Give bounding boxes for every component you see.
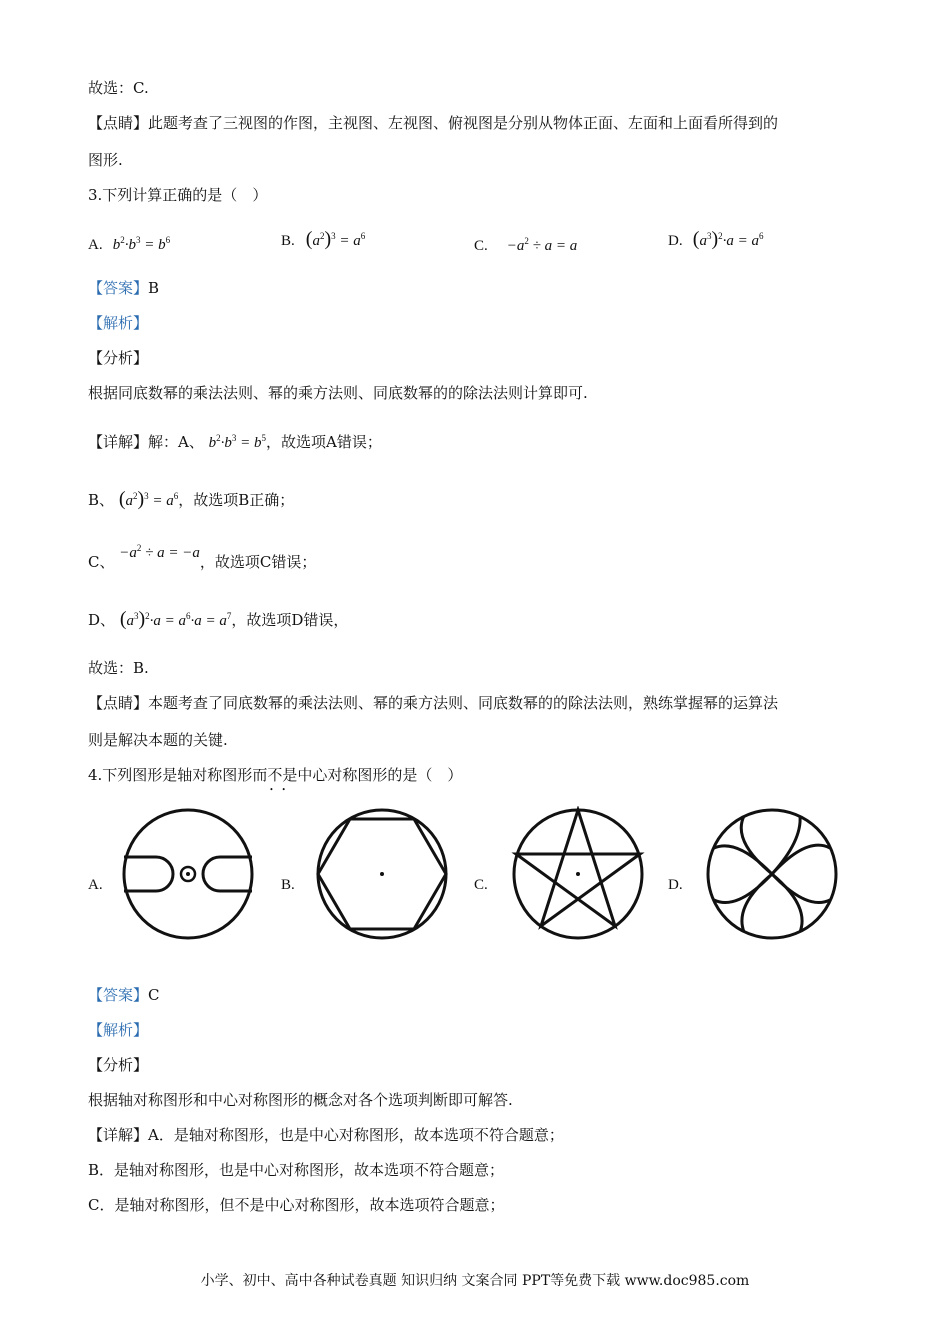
xiangjie-pre: C、 xyxy=(88,553,115,571)
q3-option-b xyxy=(281,226,365,251)
figure-b-hexagon-in-circle xyxy=(312,806,452,946)
math-expr: $-a^2 \div a = -a$ xyxy=(119,543,200,561)
q3-option-a xyxy=(88,230,170,255)
figure-d-petals-in-circle xyxy=(702,806,842,946)
math-expr: $b^2\cdot b^3 = b^6$ xyxy=(112,235,171,253)
q4-pre: 4.下列图形是轴对称图形而 xyxy=(88,766,268,784)
q4-emphasis: 不是 • • xyxy=(267,765,297,785)
fenxi-tag: 【分析】 xyxy=(88,349,149,367)
q4-post: 中心对称图形的是（ ） xyxy=(297,766,463,784)
fenxi-text: 根据同底数幂的乘法法则、幂的乘方法则、同底数幂的的除法法则计算即可. xyxy=(88,384,588,402)
figure-a-circle-with-slots xyxy=(120,806,260,946)
dianjing-text: 本题考查了同底数幂的乘法法则、幂的乘方法则、同底数幂的的除法法则，熟练掌握幂的运算法 xyxy=(148,694,779,712)
question-3: 3.下列计算正确的是（ ） xyxy=(88,186,268,204)
xiangjie-pre: B、 xyxy=(88,491,115,509)
xiangjie-pre: D、 xyxy=(88,611,116,629)
fig-label-d: D. xyxy=(668,877,683,893)
answer-4 xyxy=(88,985,160,1005)
xiangjie-b xyxy=(88,486,294,511)
answer-value: C xyxy=(148,986,160,1004)
xiangjie-tag: 【详解】 xyxy=(88,1126,149,1144)
fig-label-a: A. xyxy=(88,877,103,893)
fig-label-c: C. xyxy=(474,877,488,893)
answer-tag: 【答案】 xyxy=(88,279,149,297)
xiangjie-text: A．是轴对称图形，也是中心对称图形，故本选项不符合题意； xyxy=(148,1126,564,1144)
xiangjie-d xyxy=(88,606,348,631)
analysis-tag-4: 【解析】 xyxy=(88,1021,149,1039)
option-label: D. xyxy=(668,233,683,249)
xiangjie-pre: 解：A、 xyxy=(148,433,204,451)
answer-value: B xyxy=(148,279,160,297)
dianjing-tag: 【点睛】 xyxy=(88,114,149,132)
fenxi-text-4: 根据轴对称图形和中心对称图形的概念对各个选项判断即可解答. xyxy=(88,1091,513,1109)
xiangjie-4-c: C．是轴对称图形，但不是中心对称图形，故本选项符合题意； xyxy=(88,1196,505,1214)
fig-label-b: B. xyxy=(281,877,295,893)
option-label: C. xyxy=(474,238,488,254)
math-expr: $b^2\cdot b^3 = b^5$ xyxy=(208,433,267,451)
xiangjie-4-b: B．是轴对称图形，也是中心对称图形，故本选项不符合题意； xyxy=(88,1161,505,1179)
dianjing-line-cont: 图形. xyxy=(88,151,123,169)
answer-3 xyxy=(88,278,159,298)
math-expr: $(a^3)^2\cdot a = a^6$ xyxy=(692,228,764,250)
xiangjie-post: ，故选项A错误； xyxy=(266,433,382,451)
q3-option-d xyxy=(668,226,764,251)
option-label: B. xyxy=(281,233,295,249)
xiangjie-post: ，故选项B正确； xyxy=(178,491,295,509)
page-footer: 小学、初中、高中各种试卷真题 知识归纳 文案合同 PPT等免费下载 www.doc985.com xyxy=(200,1273,750,1289)
figure-c-star-in-circle xyxy=(508,806,648,946)
q3-option-c xyxy=(474,231,577,256)
dianjing-text: 此题考查了三视图的作图，主视图、左视图、俯视图是分别从物体正面、左面和上面看所得到的 xyxy=(148,114,779,132)
conclusion-line: 故选：C. xyxy=(88,79,149,97)
dianjing-2-cont: 则是解决本题的关键. xyxy=(88,731,228,749)
math-expr: $(a^2)^3 = a^6$ xyxy=(118,488,179,510)
dianjing-2 xyxy=(88,693,778,713)
option-label: A. xyxy=(88,237,103,253)
math-expr: $-a^2 \div a = a$ xyxy=(506,236,578,254)
xiangjie-4-a xyxy=(88,1125,564,1145)
math-expr: $(a^3)^2\cdot a = a^6\cdot a = a^7$ xyxy=(119,608,232,630)
conclusion-b: 故选：B. xyxy=(88,659,149,677)
answer-tag: 【答案】 xyxy=(88,986,149,1004)
math-expr: $(a^2)^3 = a^6$ xyxy=(305,228,366,250)
xiangjie-post: ，故选项C错误； xyxy=(199,553,317,571)
xiangjie-tag: 【详解】 xyxy=(88,433,149,451)
xiangjie-post: ，故选项D错误， xyxy=(231,611,349,629)
fenxi-tag-4: 【分析】 xyxy=(88,1056,149,1074)
dianjing-line xyxy=(88,113,778,133)
analysis-tag: 【解析】 xyxy=(88,314,149,332)
xiangjie-c xyxy=(88,543,317,573)
question-4 xyxy=(88,765,462,785)
dianjing-tag: 【点睛】 xyxy=(88,694,149,712)
xiangjie-a xyxy=(88,428,382,453)
